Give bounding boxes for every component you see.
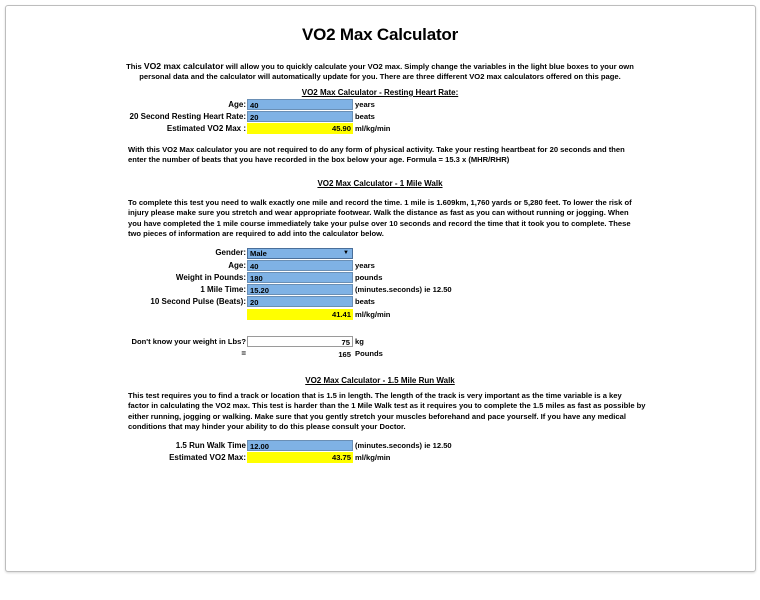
walk-age-label: Age: xyxy=(228,261,246,270)
resting-hr-input[interactable]: 20 xyxy=(247,111,353,122)
run-est-label: Estimated VO2 Max: xyxy=(169,453,246,462)
resting-est-unit: ml/kg/min xyxy=(355,124,391,133)
run-description: This test requires you to find a track or location that is 1.5 in length. The length of the track is very important as the time variable is a key factor in calculating the VO2 max. This test is harder than the 1 Mile Walk test as it requires you to complete the 1.5 miles as fast as possible by either running, jogging or walking. Make sure that you gently stretch your muscles beforehand and pace yourself. If you have any medical conditions that may hinder your ability to do this please consult your Doctor. xyxy=(128,391,646,432)
kg-unit: kg xyxy=(355,337,364,346)
resting-hr-unit: beats xyxy=(355,112,375,121)
resting-age-label: Age: xyxy=(228,100,246,109)
run-time-label: 1.5 Run Walk Time xyxy=(175,441,246,450)
run-time-input[interactable]: 12.00 xyxy=(247,440,353,451)
resting-age-unit: years xyxy=(355,100,375,109)
run-heading: VO2 Max Calculator - 1.5 Mile Run Walk xyxy=(305,376,455,385)
walk-time-unit: (minutes.seconds) ie 12.50 xyxy=(355,285,452,294)
walk-gender-value: Male xyxy=(250,249,267,258)
resting-hr-label: 20 Second Resting Heart Rate: xyxy=(129,112,246,121)
intro-line-2: personal data and the calculator will automatically update for you. There are three different VO2 max calculators offered on this page. xyxy=(139,72,621,82)
intro-line-1: This VO2 max calculator will allow you to quickly calculate your VO2 max. Simply change the variables in the light blue boxes to your own xyxy=(126,61,634,71)
walk-weight-input[interactable]: 180 xyxy=(247,272,353,283)
walk-pulse-input[interactable]: 20 xyxy=(247,296,353,307)
weight-convert-label: Don't know your weight in Lbs? xyxy=(131,337,246,346)
run-time-unit: (minutes.seconds) ie 12.50 xyxy=(355,441,452,450)
run-est-value: 43.75 xyxy=(247,452,353,463)
walk-gender-label: Gender: xyxy=(215,248,246,257)
walk-gender-select[interactable] xyxy=(247,248,353,259)
intro-paragraph xyxy=(0,61,760,83)
walk-result-value: 41.41 xyxy=(247,309,353,320)
walk-pulse-unit: beats xyxy=(355,297,375,306)
walk-weight-unit: pounds xyxy=(355,273,383,282)
walk-weight-label: Weight in Pounds: xyxy=(175,273,246,282)
lbs-value: 165 xyxy=(338,350,351,359)
walk-pulse-label: 10 Second Pulse (Beats): xyxy=(150,297,246,306)
chevron-down-icon[interactable]: ▼ xyxy=(343,250,349,256)
run-est-unit: ml/kg/min xyxy=(355,453,391,462)
resting-est-value: 45.90 xyxy=(247,123,353,134)
walk-time-label: 1 Mile Time: xyxy=(200,285,246,294)
walk-heading: VO2 Max Calculator - 1 Mile Walk xyxy=(317,179,443,188)
resting-note: With this VO2 Max calculator you are not required to do any form of physical activity. Take your resting heartbeat for 20 seconds and then enter the number of beats that you have recorded in the box below your age. Formula = 15.3 x (MHR/RHR) xyxy=(128,145,625,165)
equals-label: = xyxy=(241,349,246,358)
resting-heading: VO2 Max Calculator - Resting Heart Rate: xyxy=(301,88,459,97)
page-title: VO2 Max Calculator xyxy=(301,25,459,44)
lbs-unit: Pounds xyxy=(355,349,383,358)
walk-age-input[interactable]: 40 xyxy=(247,260,353,271)
walk-age-unit: years xyxy=(355,261,375,270)
walk-time-input[interactable]: 15.20 xyxy=(247,284,353,295)
walk-description: To complete this test you need to walk exactly one mile and record the time. 1 mile is 1.609km, 1,760 yards or 5,280 feet. To lower the risk of injury please make sure you stretch and wear appropriate footwear. Walk the distance as fast as you can without running or jogging. When you have completed the 1 mile course immediately take your pulse over 10 seconds and record the time that it took you to complete. These two pieces of information are required to add into the calculator below. xyxy=(128,198,632,239)
resting-est-label: Estimated VO2 Max : xyxy=(166,124,246,133)
walk-result-unit: ml/kg/min xyxy=(355,310,391,319)
kg-input[interactable]: 75 xyxy=(247,336,353,347)
intro-bold: VO2 max calculator xyxy=(143,61,224,71)
resting-age-input[interactable]: 40 xyxy=(247,99,353,110)
